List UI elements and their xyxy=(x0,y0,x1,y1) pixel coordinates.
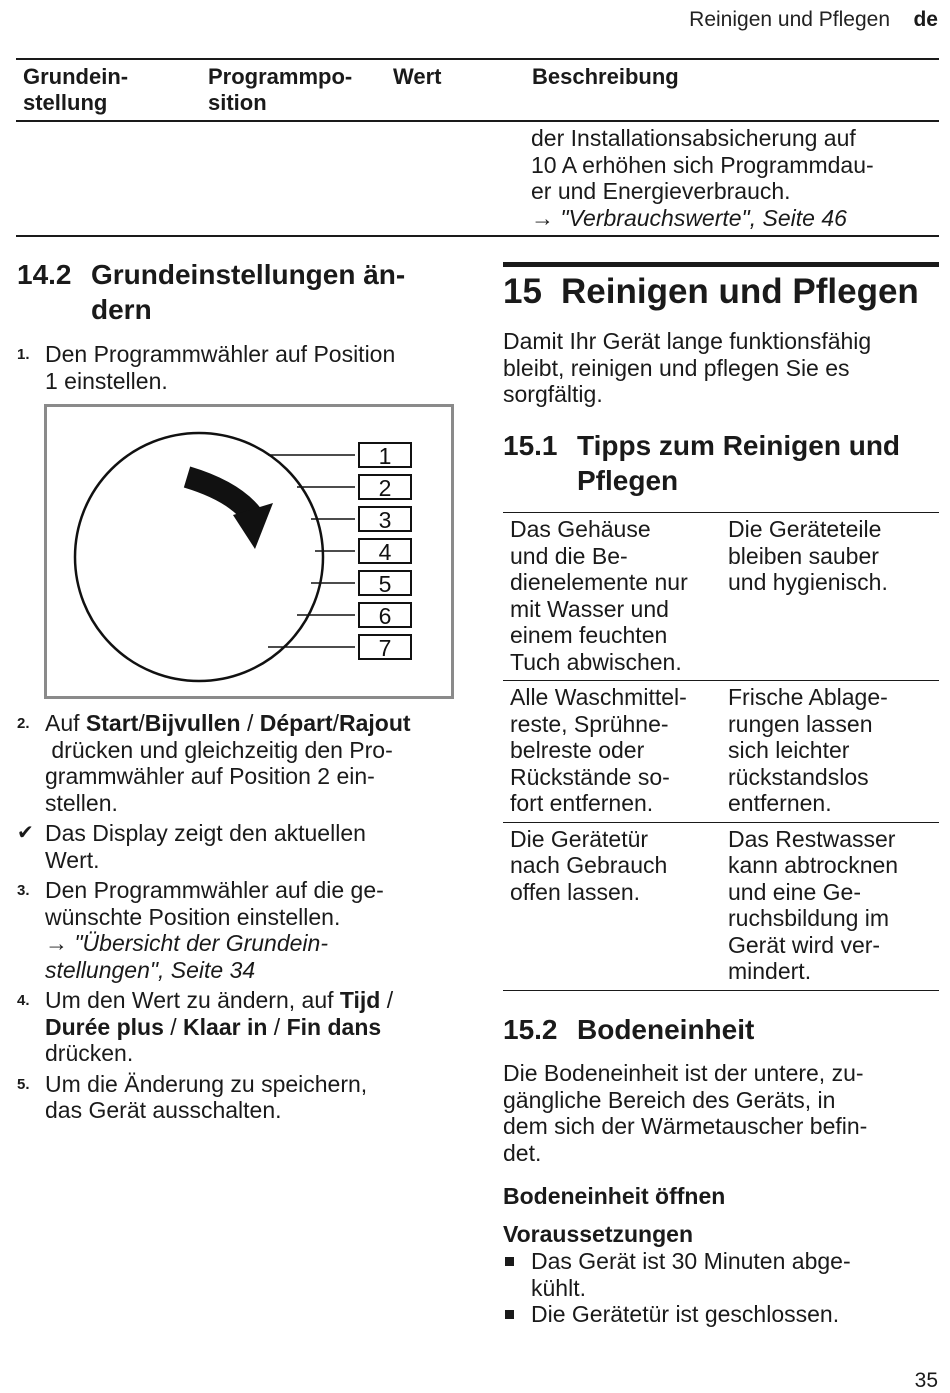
tip-action-cell: Die Gerätetür nach Gebrauch offen lassen. xyxy=(503,822,721,990)
section-number: 14.2 xyxy=(17,259,72,290)
table-header-basic-setting: Grundein- stellung xyxy=(23,64,129,115)
chapter-intro: Damit Ihr Gerät lange funktionsfähig bleibt, reinigen und pflegen Sie es sorgfältig. xyxy=(503,328,872,407)
section-number: 15.2 xyxy=(503,1014,558,1045)
button-name: Bijvullen xyxy=(144,710,241,736)
button-name: Klaar in xyxy=(183,1013,268,1040)
button-name: Départ xyxy=(259,710,333,736)
dial-position-label: 6 xyxy=(378,603,392,629)
bullet-square-icon xyxy=(505,1310,514,1319)
step-2-result: ✔ Das Display zeigt den aktuellen Wert. xyxy=(17,820,366,873)
section-title: Tipps zum Reinigen und Pflegen xyxy=(577,430,901,496)
subheading-open-base: Bodeneinheit öffnen xyxy=(503,1183,726,1209)
subheading-prerequisites: Voraussetzungen xyxy=(503,1221,693,1247)
table-row xyxy=(503,681,939,823)
tip-action-cell: Alle Waschmittel- reste, Sprühne- belreste oder Rückstände so- fort entfernen. xyxy=(503,681,721,823)
steps-list-part2 xyxy=(17,710,449,1124)
table-row xyxy=(503,822,939,990)
list-item: Das Gerät ist 30 Minuten abge- kühlt. xyxy=(503,1248,939,1301)
step-1: 1. Den Programmwähler auf Position 1 einstellen. xyxy=(17,341,396,394)
program-dial-figure xyxy=(44,404,454,699)
cleaning-tips-table xyxy=(503,512,939,991)
tip-benefit-cell: Frische Ablage- rungen lassen sich leichter rückstandslos entfernen. xyxy=(721,681,939,823)
table-description-cell: der Installationsabsicherung auf 10 A erhöhen sich Programmdau- er und Energieverbrauch. → "Verbrauchswerte", Seite 46 xyxy=(531,125,874,231)
table-row xyxy=(503,513,939,681)
running-header-section: Reinigen und Pflegen xyxy=(689,8,890,31)
list-item: Die Gerätetür ist geschlossen. xyxy=(503,1301,939,1328)
chapter-15-heading xyxy=(503,272,919,312)
dial-position-label: 4 xyxy=(378,539,392,565)
section-title: Bodeneinheit xyxy=(577,1014,755,1045)
step-4: 4. Um den Wert zu ändern, auf Tijd / Durée plus / Klaar in / Fin dans drücken. xyxy=(17,987,394,1066)
button-name: Durée plus xyxy=(45,1013,164,1040)
table-top-rule xyxy=(16,58,939,60)
dial-position-label: 2 xyxy=(378,475,392,501)
dial-illustration xyxy=(47,407,451,696)
section-14-2-heading xyxy=(17,257,447,327)
button-name: Start xyxy=(85,710,139,736)
table-header-rule xyxy=(16,120,939,122)
tip-benefit-cell: Die Geräteteile bleiben sauber und hygienisch. xyxy=(721,513,939,681)
section-15-2-heading xyxy=(503,1012,754,1047)
button-name: Rajout xyxy=(339,710,411,736)
section-15-1-heading xyxy=(503,428,900,498)
dial-position-label: 1 xyxy=(378,443,392,469)
cross-reference-link[interactable]: → "Verbrauchswerte", Seite 46 xyxy=(531,204,847,231)
section-number: 15.1 xyxy=(503,430,558,461)
step-5: 5. Um die Änderung zu speichern, das Gerät ausschalten. xyxy=(17,1070,368,1123)
bullet-square-icon xyxy=(505,1257,514,1266)
tip-benefit-cell: Das Restwasser kann abtrocknen und eine Ge- ruchsbildung im Gerät wird ver- mindert. xyxy=(721,822,939,990)
check-icon: ✔ xyxy=(17,822,34,844)
step-3: 3. Den Programmwähler auf die ge- wünschte Position einstellen. → "Übersicht der Grundein- stellungen", Seite 34 xyxy=(17,877,449,983)
table-header-program-position: Programmpo- sition xyxy=(208,64,353,115)
cross-reference-link[interactable]: → "Übersicht der Grundein- stellungen", Seite 34 xyxy=(45,930,328,983)
table-header-value: Wert xyxy=(393,64,442,89)
button-name: Fin dans xyxy=(286,1013,382,1040)
tip-action-cell: Das Gehäuse und die Be- dienelemente nur mit Wasser und einem feuchten Tuch abwischen. xyxy=(503,513,721,681)
running-header-language: de xyxy=(913,8,938,31)
dial-position-label: 5 xyxy=(378,571,392,597)
dial-position-label: 7 xyxy=(378,635,392,661)
chapter-title: Reinigen und Pflegen xyxy=(561,272,919,311)
section-15-2-text: Die Bodeneinheit ist der untere, zu- gängliche Bereich des Geräts, in dem sich der Wärmetauscher befin- det. xyxy=(503,1060,868,1166)
table-bottom-rule xyxy=(16,235,939,237)
chapter-rule xyxy=(503,262,939,267)
step-2: 2. Auf Start/Bijvullen / Départ/Rajout drücken und gleichzeitig den Pro- grammwähler auf Position 2 ein- stellen. xyxy=(17,710,411,816)
table-header-description: Beschreibung xyxy=(532,64,679,89)
chapter-number: 15 xyxy=(503,272,542,311)
prerequisites-list xyxy=(503,1248,939,1328)
dial-position-label: 3 xyxy=(378,507,392,533)
button-name: Tijd xyxy=(339,987,381,1013)
steps-list-part1 xyxy=(17,341,447,394)
section-title: Grundeinstellungen än- dern xyxy=(91,259,406,325)
page-number: 35 xyxy=(914,1369,938,1392)
